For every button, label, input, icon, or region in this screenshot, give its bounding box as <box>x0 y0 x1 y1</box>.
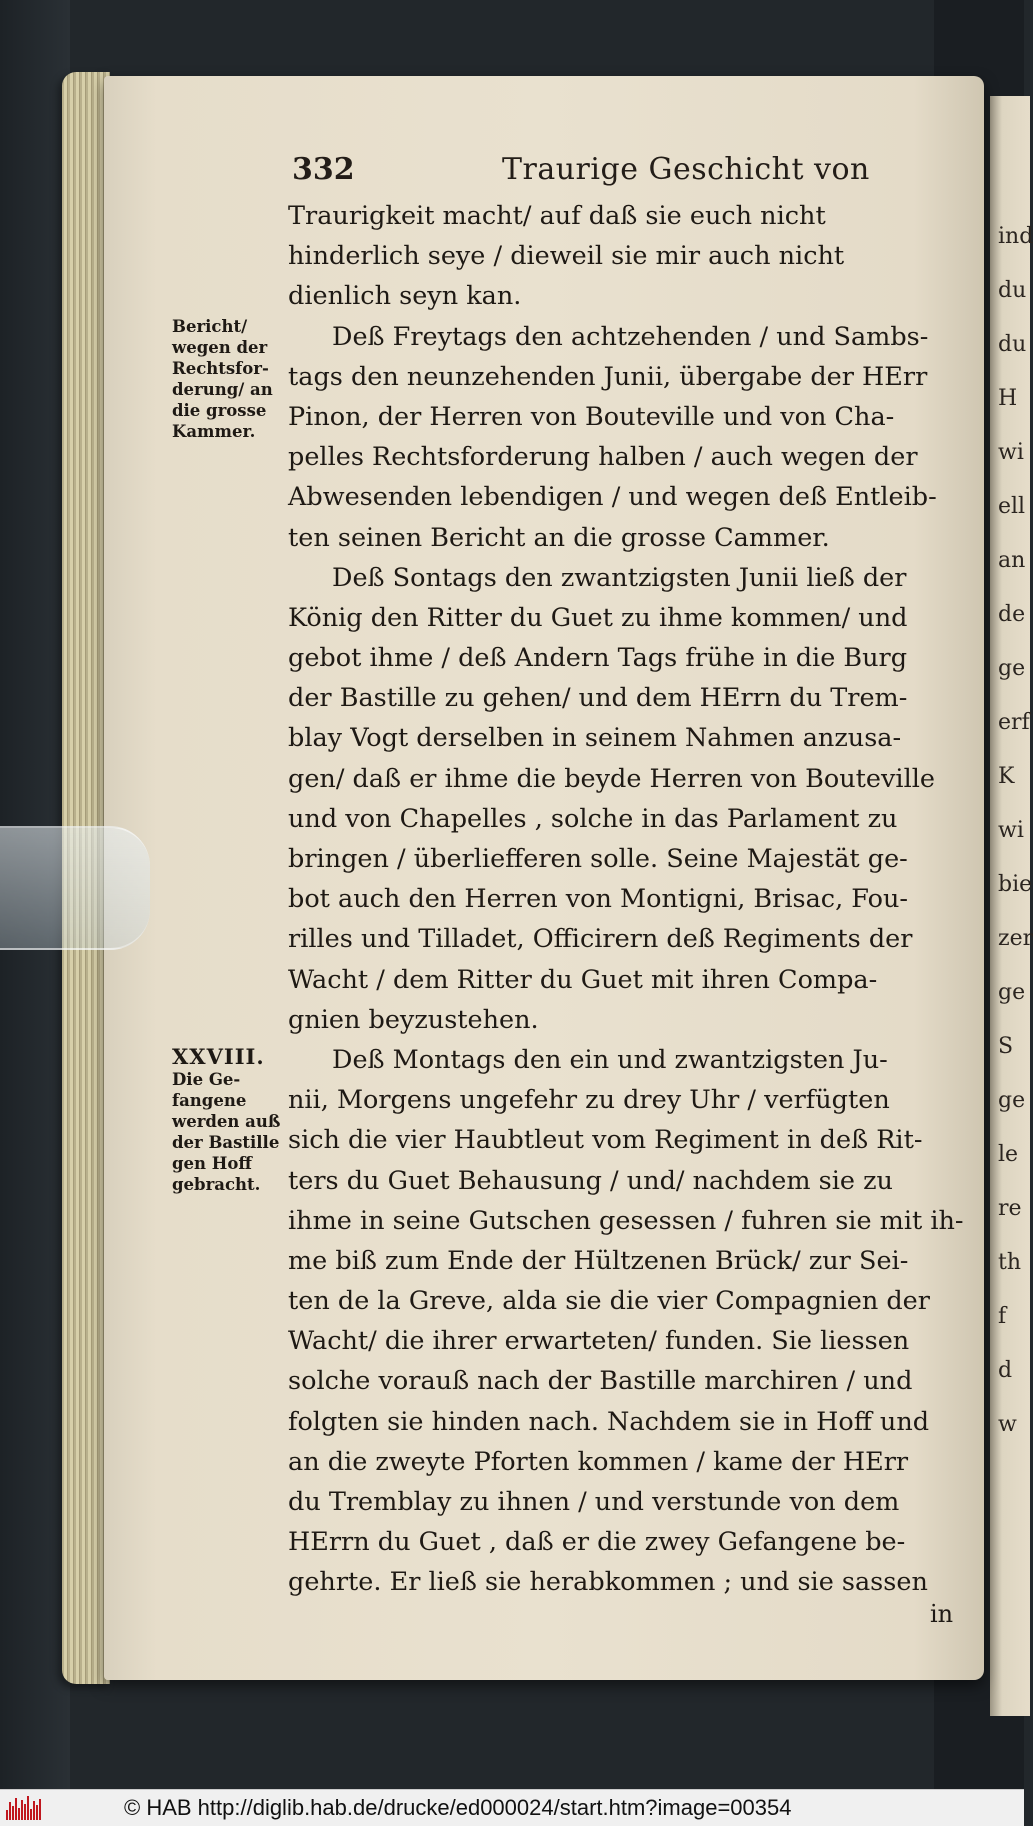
text-line: ten de la Greve, alda sie die vier Compagnien der <box>288 1286 930 1317</box>
adjacent-page-fragment: erf <box>998 710 1030 735</box>
text-line: an die zweyte Pforten kommen / kame der HErr <box>288 1446 909 1477</box>
text-line: Pinon, der Herren von Bouteville und von Cha- <box>288 401 895 432</box>
text-line: gen/ daß er ihme die beyde Herren von Bouteville <box>288 763 935 794</box>
text-line: der Bastille zu gehen/ und dem HErrn du Trem- <box>288 683 908 714</box>
adjacent-page-fragment: de <box>998 602 1026 627</box>
hab-logo-icon <box>6 1796 46 1820</box>
logo-bar <box>12 1806 14 1820</box>
text-line: Abwesenden lebendigen / und wegen deß Entleib- <box>288 482 937 513</box>
text-line: blay Vogt derselben in seinem Nahmen anzusa- <box>288 723 902 754</box>
logo-bar <box>39 1799 41 1820</box>
adjacent-page-fragment: du <box>998 278 1027 303</box>
margin-note-number: XXVIII. <box>172 1044 265 1069</box>
text-line: solche vorauß nach der Bastille marchiren / und <box>288 1366 913 1397</box>
adjacent-page-fragment: ge <box>998 656 1026 681</box>
text-line: nii, Morgens ungefehr zu drey Uhr / verfügten <box>288 1085 890 1116</box>
margin-note-line: gen Hoff <box>172 1154 252 1173</box>
logo-bar <box>21 1800 23 1820</box>
margin-note-xxviii <box>172 1046 288 1195</box>
adjacent-page-fragment: K <box>998 764 1015 789</box>
adjacent-page-text <box>998 210 1033 1452</box>
footer-bar <box>0 1789 1024 1826</box>
margin-note-line: werden auß <box>172 1112 281 1131</box>
margin-note-body <box>172 1069 288 1195</box>
page-header <box>292 152 972 192</box>
text-line: gebot ihme / deß Andern Tags frühe in die Burg <box>288 643 908 674</box>
adjacent-page-fragment: ind <box>998 224 1033 249</box>
adjacent-page-fragment: wi <box>998 440 1024 465</box>
text-line: Traurigkeit macht/ auf daß sie euch nicht <box>288 201 826 231</box>
margin-note-line: fangene <box>172 1091 247 1110</box>
text-line: hinderlich seye / dieweil sie mir auch nicht <box>288 241 845 272</box>
page-number: 332 <box>292 152 355 187</box>
text-line: ters du Guet Behausung / und/ nachdem sie zu <box>288 1165 893 1196</box>
text-line: gnien beyzustehen. <box>288 1004 539 1035</box>
logo-bar <box>18 1808 20 1820</box>
text-line: Wacht/ die ihrer erwarteten/ funden. Sie liessen <box>288 1326 910 1357</box>
text-line: Deß Freytags den achtzehenden / und Sambs- <box>332 321 929 352</box>
margin-note-line: der Bastille <box>172 1133 280 1152</box>
adjacent-page-fragment: H <box>998 386 1018 411</box>
margin-note-line: Bericht/ <box>172 317 248 336</box>
logo-bar <box>6 1810 8 1820</box>
margin-note-line: wegen der <box>172 338 268 357</box>
bookmark-clip <box>0 826 150 950</box>
margin-note-line: Kammer. <box>172 422 256 441</box>
margin-note-bericht <box>172 316 288 442</box>
text-line: und von Chapelles , solche in das Parlament zu <box>288 803 898 834</box>
text-line: gehrte. Er ließ sie herabkommen ; und sie sassen <box>288 1567 928 1598</box>
text-line: König den Ritter du Guet zu ihme kommen/ und <box>288 602 908 633</box>
text-line: HErrn du Guet , daß er die zwey Gefangene be- <box>288 1527 906 1558</box>
adjacent-page-fragment: th <box>998 1250 1022 1275</box>
adjacent-page-fragment: f <box>998 1304 1007 1329</box>
text-line: Deß Sontags den zwantzigsten Junii ließ der <box>332 562 907 593</box>
text-line: pelles Rechtsforderung halben / auch wegen der <box>288 442 918 473</box>
logo-bar <box>15 1798 17 1820</box>
logo-bar <box>27 1796 29 1820</box>
margin-note-line: gebracht. <box>172 1175 261 1194</box>
adjacent-page-fragment: re <box>998 1196 1022 1221</box>
adjacent-page-fragment: w <box>998 1412 1017 1437</box>
running-title: Traurige Geschicht von <box>502 152 870 187</box>
adjacent-page-fragment: ell <box>998 494 1026 519</box>
logo-bar <box>24 1804 26 1820</box>
logo-bar <box>30 1809 32 1820</box>
text-line: dienlich seyn kan. <box>288 281 522 312</box>
text-line: sich die vier Haubtleut vom Regiment in deß Rit- <box>288 1125 923 1156</box>
logo-bar <box>9 1802 11 1820</box>
main-text <box>288 196 964 1603</box>
adjacent-page-fragment: bie <box>998 872 1033 897</box>
margin-note-line: Rechtsfor- <box>172 359 269 378</box>
adjacent-page-fragment: S <box>998 1034 1014 1059</box>
margin-note-line: derung/ an <box>172 380 273 399</box>
adjacent-page-fragment: du <box>998 332 1027 357</box>
adjacent-page-fragment: ge <box>998 1088 1026 1113</box>
text-line: bot auch den Herren von Montigni, Brisac, Fou- <box>288 884 908 915</box>
adjacent-page-fragment: an <box>998 548 1026 573</box>
text-line: me biß zum Ende der Hültzenen Brück/ zur Sei- <box>288 1245 909 1276</box>
catchword: in <box>930 1600 954 1628</box>
text-line: folgten sie hinden nach. Nachdem sie in Hoff und <box>288 1406 930 1437</box>
adjacent-page-fragment: d <box>998 1358 1013 1383</box>
text-line: bringen / überliefferen solle. Seine Majestät ge- <box>288 844 908 874</box>
text-line: ten seinen Bericht an die grosse Cammer. <box>288 522 830 553</box>
margin-note-line: Die Ge- <box>172 1070 241 1089</box>
logo-bar <box>36 1805 38 1820</box>
text-line: Deß Montags den ein und zwantzigsten Ju- <box>332 1044 888 1075</box>
logo-bar <box>33 1801 35 1820</box>
footer-credit: © HAB http://diglib.hab.de/drucke/ed000024/start.htm?image=00354 <box>124 1795 792 1820</box>
adjacent-page-fragment: le <box>998 1142 1019 1167</box>
text-line: du Tremblay zu ihnen / und verstunde von dem <box>288 1487 900 1517</box>
text-line: ihme in seine Gutschen gesessen / fuhren sie mit ih- <box>288 1205 964 1236</box>
adjacent-page-fragment: ge <box>998 980 1026 1005</box>
adjacent-page-fragment: wi <box>998 818 1024 843</box>
margin-note-line: die grosse <box>172 401 267 420</box>
text-line: tags den neunzehenden Junii, übergabe der HErr <box>288 361 928 392</box>
text-line: rilles und Tilladet, Officirern deß Regiments der <box>288 924 913 955</box>
text-line: Wacht / dem Ritter du Guet mit ihren Compa- <box>288 964 878 995</box>
adjacent-page-fragment: zer <box>998 926 1033 951</box>
